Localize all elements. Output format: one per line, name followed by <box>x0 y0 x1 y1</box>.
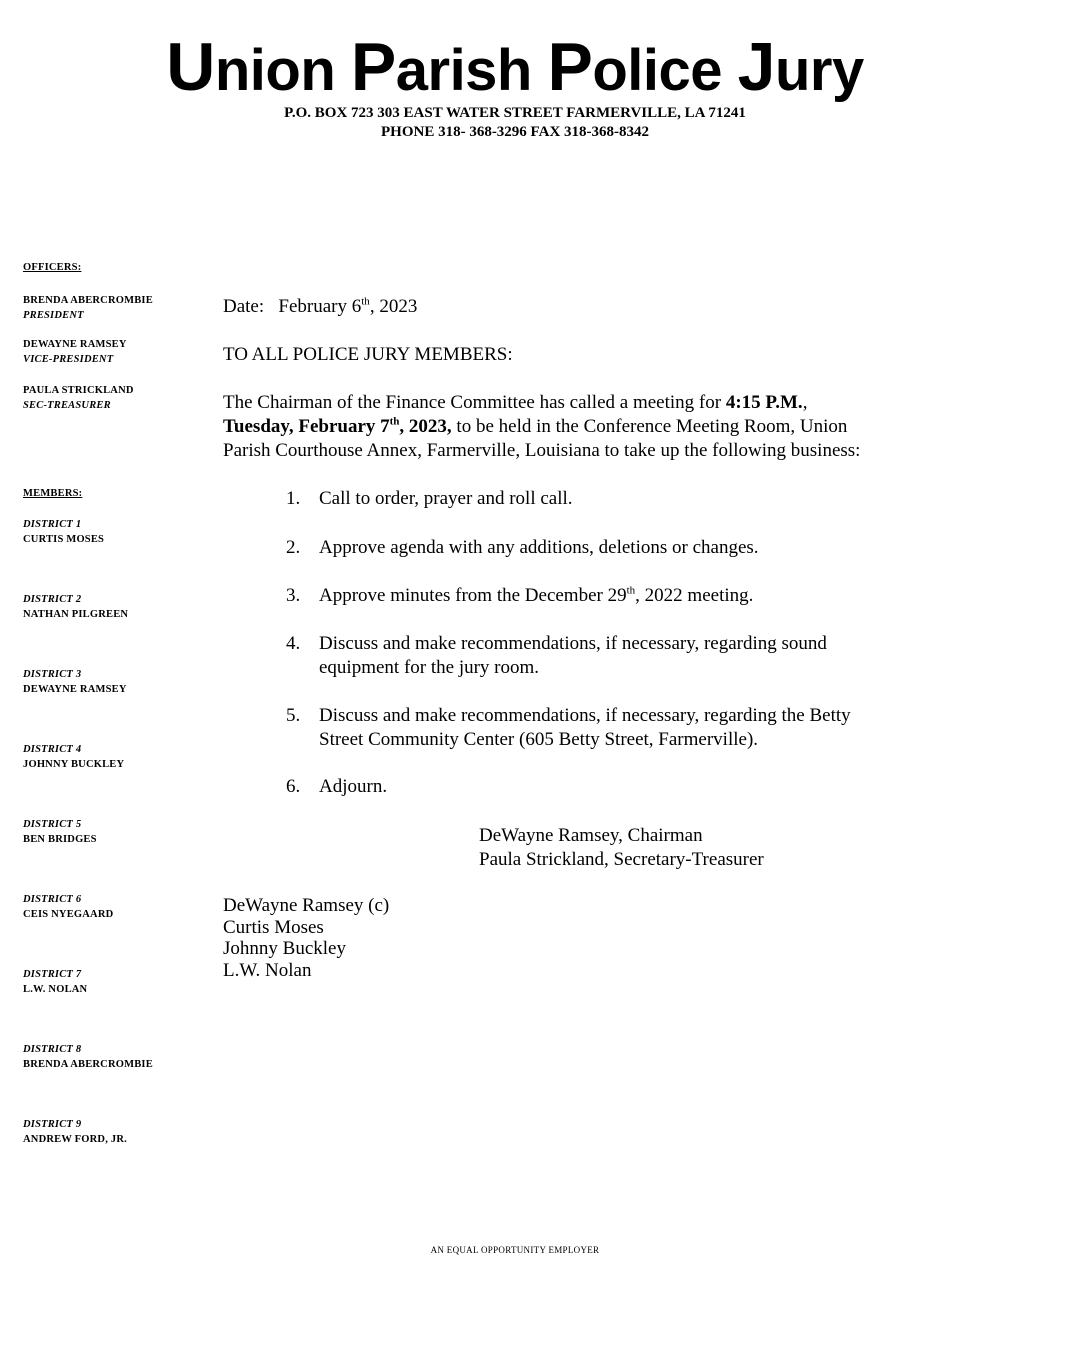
agenda-item-number: 4. <box>286 633 301 654</box>
member-district: DISTRICT 2 <box>23 594 82 605</box>
member-name: ANDREW FORD, JR. <box>23 1134 127 1145</box>
footer-eoe: AN EQUAL OPPORTUNITY EMPLOYER <box>430 1245 600 1255</box>
member-name: JOHNNY BUCKLEY <box>23 759 125 770</box>
officer-role: PRESIDENT <box>23 310 84 321</box>
agenda-item-text: equipment for the jury room. <box>319 657 540 678</box>
member-district: DISTRICT 6 <box>23 894 82 905</box>
officer-name: DEWAYNE RAMSEY <box>23 339 127 350</box>
member-district: DISTRICT 4 <box>23 744 82 755</box>
member-district: DISTRICT 8 <box>23 1044 82 1055</box>
agenda-item-text: Adjourn. <box>319 776 388 797</box>
member-name: CEIS NYEGAARD <box>23 909 114 920</box>
agenda-item-text: Approve agenda with any additions, deletions or changes. <box>319 537 759 558</box>
agenda-item-number: 5. <box>286 705 301 726</box>
member-name: BEN BRIDGES <box>23 834 97 845</box>
agenda-item-text: Approve minutes from the December 29th, 2022 meeting. <box>319 584 754 606</box>
letterhead-phone-fax: PHONE 318- 368-3296 FAX 318-368-8342 <box>380 124 650 140</box>
member-name: BRENDA ABERCROMBIE <box>23 1059 153 1070</box>
member-district: DISTRICT 3 <box>23 669 82 680</box>
member-name: NATHAN PILGREEN <box>23 609 129 620</box>
officer-name: BRENDA ABERCROMBIE <box>23 295 153 306</box>
member-name: DEWAYNE RAMSEY <box>23 684 127 695</box>
agenda-item-text: Street Community Center (605 Betty Street, Farmerville). <box>319 729 759 750</box>
member-district: DISTRICT 9 <box>23 1119 82 1130</box>
signature-chairman: DeWayne Ramsey, Chairman <box>479 825 703 846</box>
memo-intro-line: Parish Courthouse Annex, Farmerville, Louisiana to take up the following business: <box>223 440 861 461</box>
member-name: CURTIS MOSES <box>23 534 105 545</box>
member-district: DISTRICT 5 <box>23 819 82 830</box>
letterhead-title: Union Parish Police Jury <box>166 29 864 105</box>
committee-member: DeWayne Ramsey (c) <box>223 895 390 916</box>
committee-member: Curtis Moses <box>223 916 324 938</box>
agenda-item-text: Call to order, prayer and roll call. <box>319 488 573 509</box>
officer-role: SEC-TREASURER <box>23 400 111 411</box>
officer-role: VICE-PRESIDENT <box>23 354 114 365</box>
agenda-item-number: 3. <box>286 585 301 606</box>
memo-salutation: TO ALL POLICE JURY MEMBERS: <box>223 344 513 365</box>
members-heading: MEMBERS: <box>23 488 83 499</box>
agenda-item-text: Discuss and make recommendations, if necessary, regarding the Betty <box>319 705 851 726</box>
member-name: L.W. NOLAN <box>23 984 88 995</box>
member-district: DISTRICT 7 <box>23 969 82 980</box>
committee-member: L.W. Nolan <box>223 959 312 981</box>
signature-secretary: Paula Strickland, Secretary-Treasurer <box>479 849 764 870</box>
agenda-item-text: Discuss and make recommendations, if necessary, regarding sound <box>319 633 827 654</box>
agenda-item-number: 6. <box>286 776 301 797</box>
committee-list <box>223 895 389 981</box>
letterhead-address: P.O. BOX 723 303 EAST WATER STREET FARMERVILLE, LA 71241 <box>284 105 746 121</box>
agenda-item-number: 2. <box>286 537 301 558</box>
officer-name: PAULA STRICKLAND <box>23 385 134 396</box>
agenda-item-number: 1. <box>286 488 301 509</box>
memo-intro-line: Tuesday, February 7th, 2023, to be held in the Conference Meeting Room, Union <box>223 415 848 437</box>
member-district: DISTRICT 1 <box>23 519 82 530</box>
memo-intro-line: The Chairman of the Finance Committee has called a meeting for 4:15 P.M., <box>223 392 808 413</box>
memo-date: Date: February 6th, 2023 <box>223 295 418 317</box>
officers-heading: OFFICERS: <box>23 262 82 273</box>
committee-member: Johnny Buckley <box>223 938 346 959</box>
